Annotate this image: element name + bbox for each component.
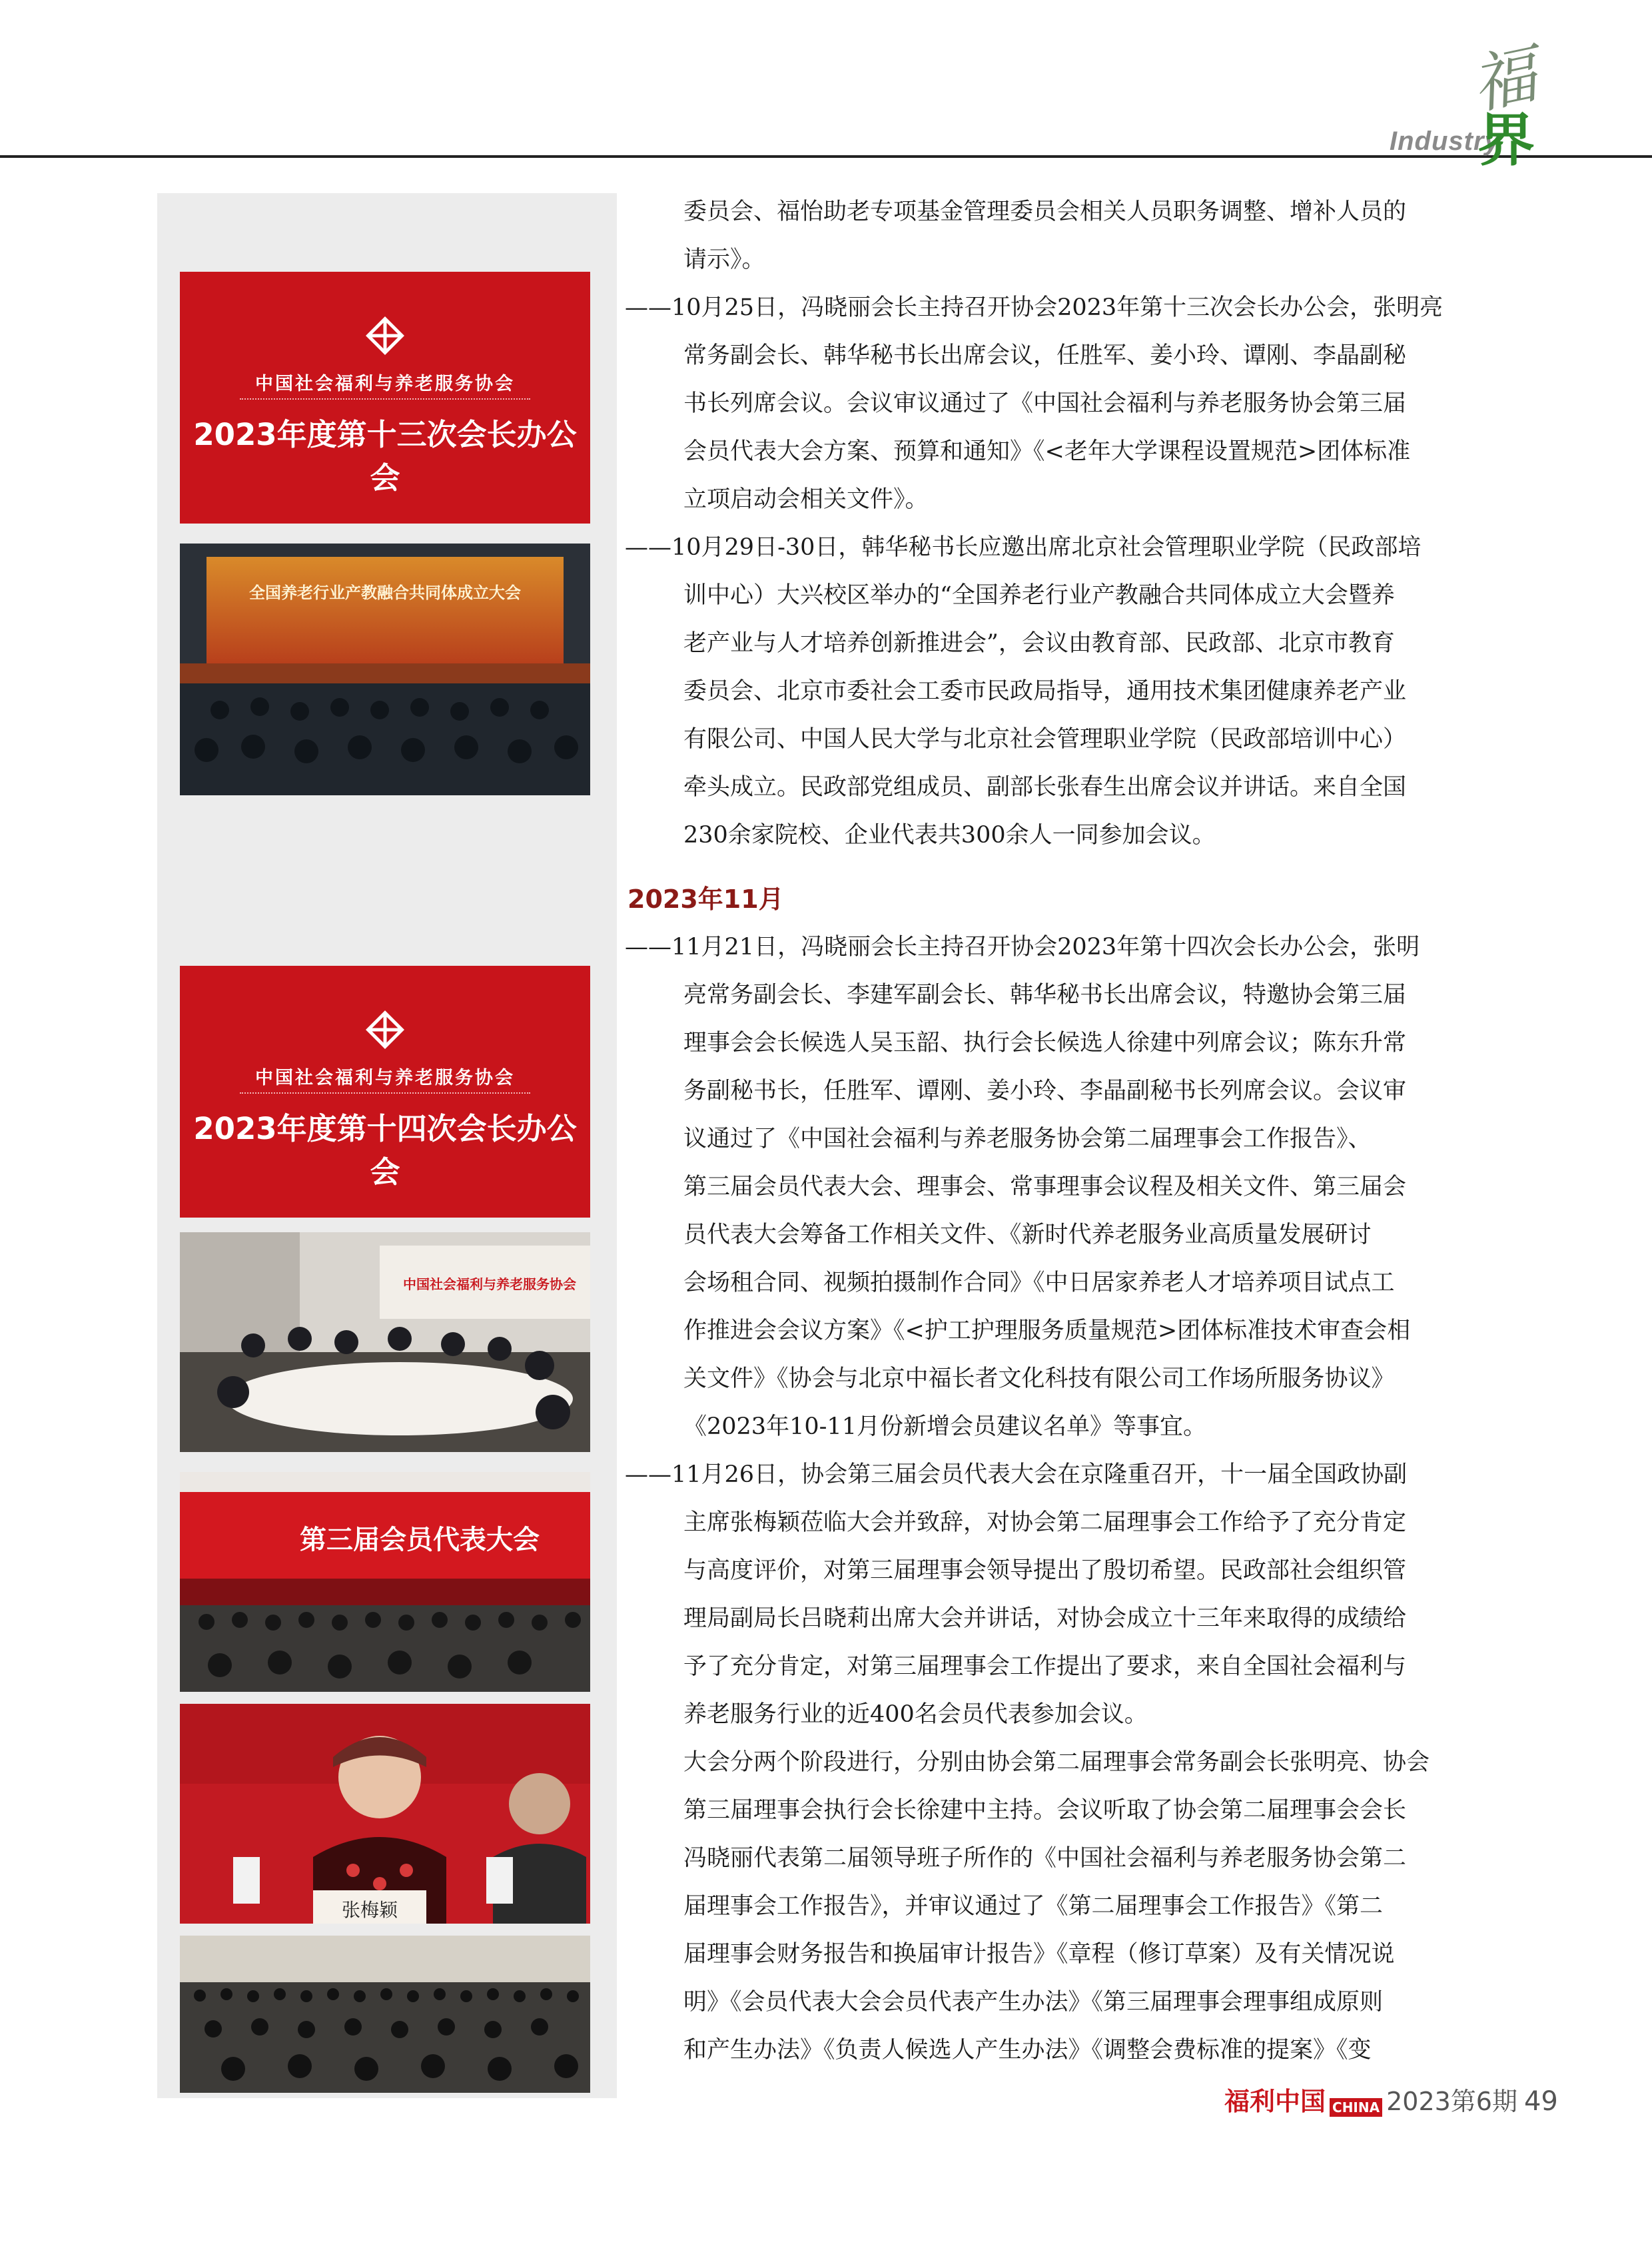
text-line: 理事会会长候选人吴玉韶、执行会长候选人徐建中列席会议；陈东升常 (683, 1030, 1407, 1056)
text-line: 会场租合同、视频拍摄制作合同》《中日居家养老人才培养项目试点工 (683, 1270, 1395, 1296)
banner-title: 2023年度第十三次会长办公会 (193, 417, 577, 496)
text-line: 明》《会员代表大会会员代表产生办法》《第三届理事会理事组成原则 (683, 1989, 1384, 2016)
text-line: 会员代表大会方案、预算和通知》《<老年大学课程设置规范>团体标准 (683, 438, 1411, 465)
speaker-illustration (180, 1704, 590, 1924)
section-label: Industry (1390, 127, 1500, 156)
photo-banner-13th-meeting (180, 272, 590, 524)
text-line: 届理事会工作报告》，并审议通过了《第二届理事会工作报告》《第二 (683, 1893, 1384, 1920)
text-line: ——10月25日，冯晓丽会长主持召开协会2023年第十三次会长办公会，张明亮 (625, 294, 1444, 321)
banner-english-line (240, 1092, 530, 1098)
page-number: 49 (1523, 2086, 1558, 2117)
photo-member-congress (180, 1472, 590, 1692)
text-line: 届理事会财务报告和换届审计报告》《章程（修订草案）及有关情况说 (683, 1941, 1395, 1968)
photo-forum-meeting (180, 544, 590, 795)
magazine-china-label: CHINA (1330, 2098, 1382, 2117)
text-line: 书长列席会议。会议审议通过了《中国社会福利与养老服务协会第三届 (683, 390, 1407, 417)
text-line: 和产生办法》《负责人候选人产生办法》《调整会费标准的提案》《变 (683, 2037, 1372, 2063)
issue-number: 2023第6期 (1386, 2087, 1517, 2116)
text-line: 亮常务副会长、李建军副会长、韩华秘书长出席会议，特邀协会第三届 (683, 982, 1407, 1008)
banner-org-name: 中国社会福利与养老服务协会 (255, 374, 515, 394)
text-line: 牵头成立。民政部党组成员、副部长张春生出席会议并讲话。来自全国 (683, 774, 1407, 801)
forum-banner-text: 全国养老行业产教融合共同体成立大会 (249, 583, 521, 602)
congress-hall-illustration (180, 1472, 590, 1692)
article-body (625, 188, 1504, 2074)
text-line: 请示》。 (683, 246, 765, 273)
calligraphy-fu-mark: 福 (1465, 37, 1543, 123)
text-line: 委员会、北京市委社会工委市民政局指导，通用技术集团健康养老产业 (683, 678, 1407, 705)
text-line: 老产业与人才培养创新推进会”，会议由教育部、民政部、北京市教育 (683, 630, 1395, 657)
photo-congress-audience (180, 1936, 590, 2093)
wall-banner-text: 中国社会福利与养老服务协会 (403, 1276, 576, 1292)
banner-title: 2023年度第十四次会长办公会 (193, 1111, 577, 1190)
text-line: ——10月29日-30日，韩华秘书长应邀出席北京社会管理职业学院（民政部培 (625, 534, 1422, 561)
text-line: 冯晓丽代表第二届领导班子所作的《中国社会福利与养老服务协会第二 (683, 1845, 1407, 1872)
text-line: 有限公司、中国人民大学与北京社会管理职业学院（民政部培训中心） (683, 726, 1407, 753)
text-line: 议通过了《中国社会福利与养老服务协会第二届理事会工作报告》、 (683, 1126, 1372, 1152)
text-line: 主席张梅颖莅临大会并致辞，对协会第二届理事会工作给予了充分肯定 (683, 1509, 1407, 1536)
text-line: 予了充分肯定，对第三届理事会工作提出了要求，来自全国社会福利与 (683, 1653, 1407, 1680)
text-line: ——11月21日，冯晓丽会长主持召开协会2023年第十四次会长办公会，张明 (625, 934, 1420, 960)
text-line: 常务副会长、韩华秘书长出席会议，任胜军、姜小玲、谭刚、李晶副秘 (683, 342, 1407, 369)
text-line: 务副秘书长，任胜军、谭刚、姜小玲、李晶副秘书长列席会议。会议审 (683, 1078, 1407, 1104)
page-footer (1224, 2081, 1558, 2121)
text-line: 《2023年10-11月份新增会员建议名单》等事宜。 (683, 1413, 1206, 1440)
text-line: 委员会、福怡助老专项基金管理委员会相关人员职务调整、增补人员的 (683, 198, 1407, 225)
text-line: 作推进会会议方案》《<护工护理服务质量规范>团体标准技术审查会相 (683, 1317, 1411, 1344)
banner-org-name: 中国社会福利与养老服务协会 (255, 1068, 515, 1088)
photo-banner-14th-meeting (180, 966, 590, 1218)
association-logo-icon (365, 316, 405, 356)
photo-keynote-speaker (180, 1704, 590, 1924)
text-line: ——11月26日，协会第三届会员代表大会在京隆重召开，十一届全国政协副 (625, 1461, 1408, 1488)
text-line: 训中心）大兴校区举办的“全国养老行业产教融合共同体成立大会暨养 (683, 582, 1395, 609)
speaker-name-card: 张梅颖 (341, 1899, 398, 1921)
photo-round-table-meeting (180, 1232, 590, 1452)
text-line: 与高度评价，对第三届理事会领导提出了殷切希望。民政部社会组织管 (683, 1557, 1407, 1584)
text-line: 第三届会员代表大会、理事会、常事理事会议程及相关文件、第三届会 (683, 1174, 1407, 1200)
round-table-illustration (180, 1232, 590, 1452)
magazine-brand: 福利中国 (1224, 2087, 1326, 2116)
audience-illustration (180, 1936, 590, 2093)
text-line: 理局副局长吕晓莉出席大会并讲话，对协会成立十三年来取得的成绩给 (683, 1605, 1407, 1632)
congress-banner-text: 第三届会员代表大会 (300, 1525, 540, 1555)
text-line: 员代表大会筹备工作相关文件、《新时代养老服务业高质量发展研讨 (683, 1222, 1372, 1248)
section-char: 界 (1477, 107, 1535, 174)
month-heading: 2023年11月 (627, 885, 784, 914)
text-line: 立项启动会相关文件》。 (683, 486, 929, 513)
banner-english-line (240, 398, 530, 404)
text-line: 230余家院校、企业代表共300余人一同参加会议。 (683, 822, 1216, 849)
text-line: 关文件》《协会与北京中福长者文化科技有限公司工作场所服务协议》 (683, 1365, 1395, 1392)
text-line: 养老服务行业的近400名会员代表参加会议。 (683, 1701, 1148, 1728)
text-line: 第三届理事会执行会长徐建中主持。会议听取了协会第二届理事会会长 (683, 1797, 1407, 1824)
association-logo-icon (365, 1010, 405, 1050)
text-line: 大会分两个阶段进行，分别由协会第二届理事会常务副会长张明亮、协会 (683, 1749, 1430, 1776)
